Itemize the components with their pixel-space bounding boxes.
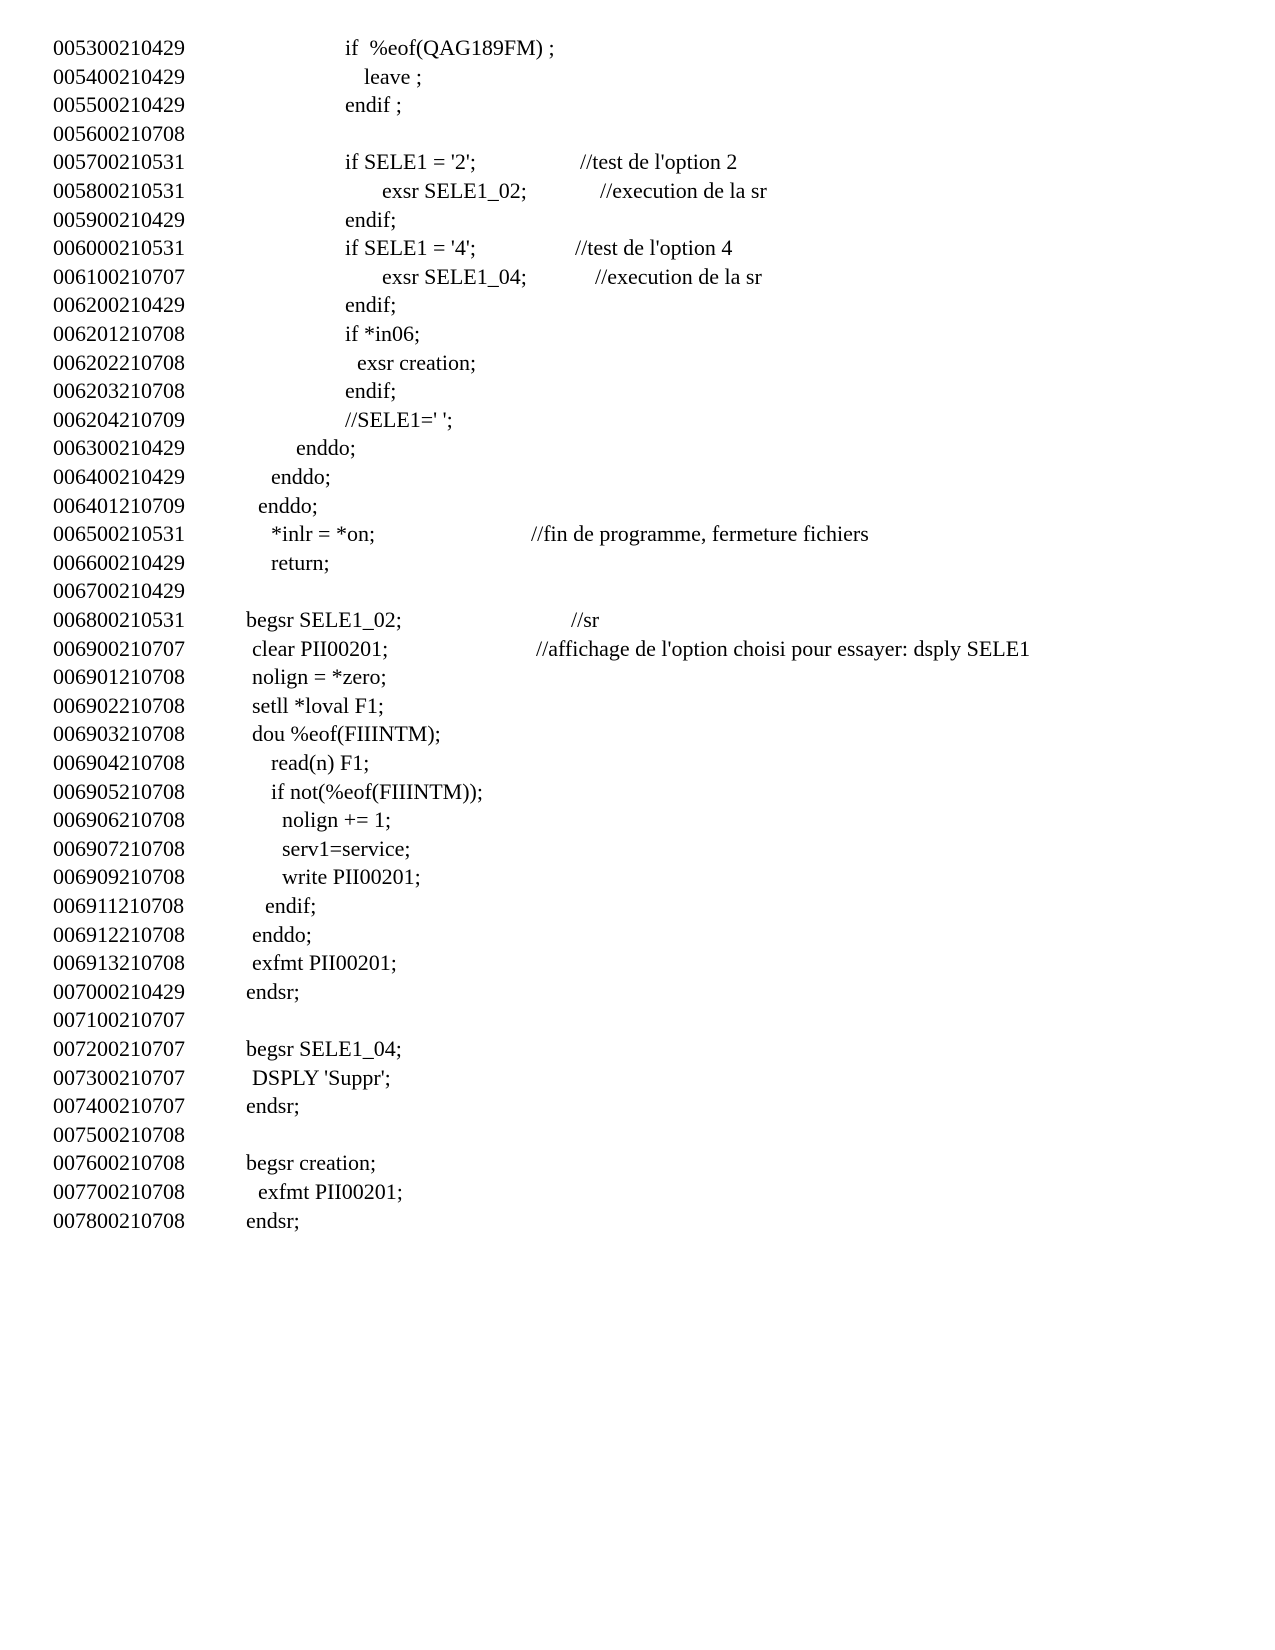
code-text: endsr; — [246, 1207, 300, 1233]
line-number: 006401210709 — [53, 492, 185, 518]
line-number: 006911210708 — [53, 893, 185, 918]
code-comment: //fin de programme, fermeture fichiers — [531, 521, 869, 547]
code-text: nolign = *zero; — [252, 664, 387, 690]
source-line — [0, 720, 1275, 748]
line-number: 006400210429 — [53, 464, 185, 489]
source-line — [0, 749, 1275, 777]
source-line — [0, 34, 1275, 62]
source-line — [0, 463, 1275, 491]
code-text: exfmt PII00201; — [258, 1179, 403, 1204]
code-text: enddo; — [252, 921, 312, 947]
code-text: write PII00201; — [282, 864, 421, 890]
code-comment: //execution de la sr — [600, 178, 767, 203]
code-text: exfmt PII00201; — [252, 950, 397, 976]
code-text: if SELE1 = '4'; — [345, 235, 476, 261]
source-line — [0, 377, 1275, 405]
source-line — [0, 291, 1275, 319]
source-line — [0, 606, 1275, 634]
line-number: 007200210707 — [53, 1036, 185, 1061]
line-number: 007300210707 — [53, 1064, 185, 1090]
line-number: 006907210708 — [53, 835, 185, 861]
code-text: leave ; — [364, 63, 423, 89]
line-number: 007100210707 — [53, 1007, 185, 1033]
code-text: endsr; — [246, 978, 300, 1004]
source-line — [0, 148, 1275, 176]
line-number: 007700210708 — [53, 1179, 185, 1204]
line-number: 005500210429 — [53, 92, 185, 118]
line-number: 006909210708 — [53, 864, 185, 890]
line-number: 005800210531 — [53, 178, 185, 203]
line-number: 006906210708 — [53, 807, 185, 833]
line-number: 006500210531 — [53, 521, 185, 547]
code-text: endif; — [345, 378, 397, 404]
source-line — [0, 663, 1275, 691]
line-number: 006000210531 — [53, 235, 185, 261]
line-number: 006900210707 — [53, 635, 185, 661]
code-comment: //execution de la sr — [595, 263, 762, 289]
line-number: 006700210429 — [53, 578, 185, 604]
line-number: 005300210429 — [53, 35, 185, 60]
source-line — [0, 63, 1275, 91]
line-number: 005700210531 — [53, 149, 185, 175]
source-line — [0, 1092, 1275, 1120]
source-line — [0, 349, 1275, 377]
source-line — [0, 892, 1275, 920]
line-number: 007600210708 — [53, 1150, 185, 1176]
source-line — [0, 1121, 1275, 1149]
source-line — [0, 978, 1275, 1006]
source-line — [0, 406, 1275, 434]
code-text: if *in06; — [345, 321, 421, 346]
source-line — [0, 1006, 1275, 1034]
code-text: endif; — [345, 206, 397, 232]
line-number: 006913210708 — [53, 950, 185, 976]
code-text: begsr SELE1_04; — [246, 1036, 402, 1061]
line-number: 006200210429 — [53, 292, 185, 318]
line-number: 007000210429 — [53, 978, 185, 1004]
line-number: 006903210708 — [53, 721, 185, 747]
line-number: 005600210708 — [53, 120, 185, 146]
source-line — [0, 949, 1275, 977]
code-text: endsr; — [246, 1093, 300, 1119]
source-line — [0, 1035, 1275, 1063]
source-line — [0, 549, 1275, 577]
source-line — [0, 520, 1275, 548]
code-text: if not(%eof(FIIINTM)); — [271, 778, 483, 804]
code-text: read(n) F1; — [271, 750, 370, 775]
source-line — [0, 577, 1275, 605]
code-text: enddo; — [258, 492, 318, 518]
source-line — [0, 863, 1275, 891]
line-number: 006202210708 — [53, 349, 185, 375]
code-text: //SELE1=' '; — [345, 406, 453, 432]
source-line — [0, 234, 1275, 262]
source-line — [0, 91, 1275, 119]
source-line — [0, 120, 1275, 148]
code-text: DSPLY 'Suppr'; — [252, 1064, 391, 1090]
code-text: enddo; — [296, 435, 356, 461]
source-line — [0, 806, 1275, 834]
code-text: if %eof(QAG189FM) ; — [345, 35, 555, 60]
line-number: 006100210707 — [53, 263, 185, 289]
code-text: nolign += 1; — [282, 807, 392, 833]
source-line — [0, 434, 1275, 462]
code-text: exsr SELE1_04; — [382, 263, 527, 289]
code-comment: //affichage de l'option choisi pour essayer: dsply SELE1 — [536, 635, 1031, 661]
code-text: setll *loval F1; — [252, 692, 384, 718]
source-line — [0, 1064, 1275, 1092]
source-line — [0, 320, 1275, 348]
source-line — [0, 778, 1275, 806]
line-number: 006912210708 — [53, 921, 185, 947]
code-comment: //test de l'option 2 — [580, 149, 738, 175]
code-text: serv1=service; — [282, 835, 411, 861]
source-line — [0, 206, 1275, 234]
source-line — [0, 921, 1275, 949]
line-number: 006300210429 — [53, 435, 185, 461]
line-number: 005400210429 — [53, 63, 185, 89]
source-line — [0, 635, 1275, 663]
code-text: exsr SELE1_02; — [382, 178, 527, 203]
source-line — [0, 1149, 1275, 1177]
line-number: 007800210708 — [53, 1207, 185, 1233]
code-text: clear PII00201; — [252, 635, 389, 661]
line-number: 006203210708 — [53, 378, 185, 404]
code-text: enddo; — [271, 464, 331, 489]
source-line — [0, 177, 1275, 205]
source-line — [0, 263, 1275, 291]
code-text: return; — [271, 549, 330, 575]
line-number: 007500210708 — [53, 1121, 185, 1147]
code-text: if SELE1 = '2'; — [345, 149, 476, 175]
code-text: endif; — [265, 893, 317, 918]
line-number: 006204210709 — [53, 406, 185, 432]
line-number: 007400210707 — [53, 1093, 185, 1119]
line-number: 006902210708 — [53, 692, 185, 718]
line-number: 005900210429 — [53, 206, 185, 232]
source-line — [0, 835, 1275, 863]
line-number: 006904210708 — [53, 750, 185, 775]
line-number: 006800210531 — [53, 607, 185, 632]
line-number: 006905210708 — [53, 778, 185, 804]
code-text: endif; — [345, 292, 397, 318]
source-line — [0, 692, 1275, 720]
source-line — [0, 1207, 1275, 1235]
source-line — [0, 1178, 1275, 1206]
code-text: begsr SELE1_02; — [246, 607, 402, 632]
code-text: endif ; — [345, 92, 402, 118]
line-number: 006901210708 — [53, 664, 185, 690]
code-text: begsr creation; — [246, 1150, 377, 1176]
source-line — [0, 492, 1275, 520]
line-number: 006600210429 — [53, 549, 185, 575]
code-comment: //sr — [571, 607, 600, 632]
code-text: dou %eof(FIIINTM); — [252, 721, 441, 747]
code-text: *inlr = *on; — [271, 521, 376, 547]
code-comment: //test de l'option 4 — [575, 235, 733, 261]
line-number: 006201210708 — [53, 321, 185, 346]
code-text: exsr creation; — [357, 349, 477, 375]
